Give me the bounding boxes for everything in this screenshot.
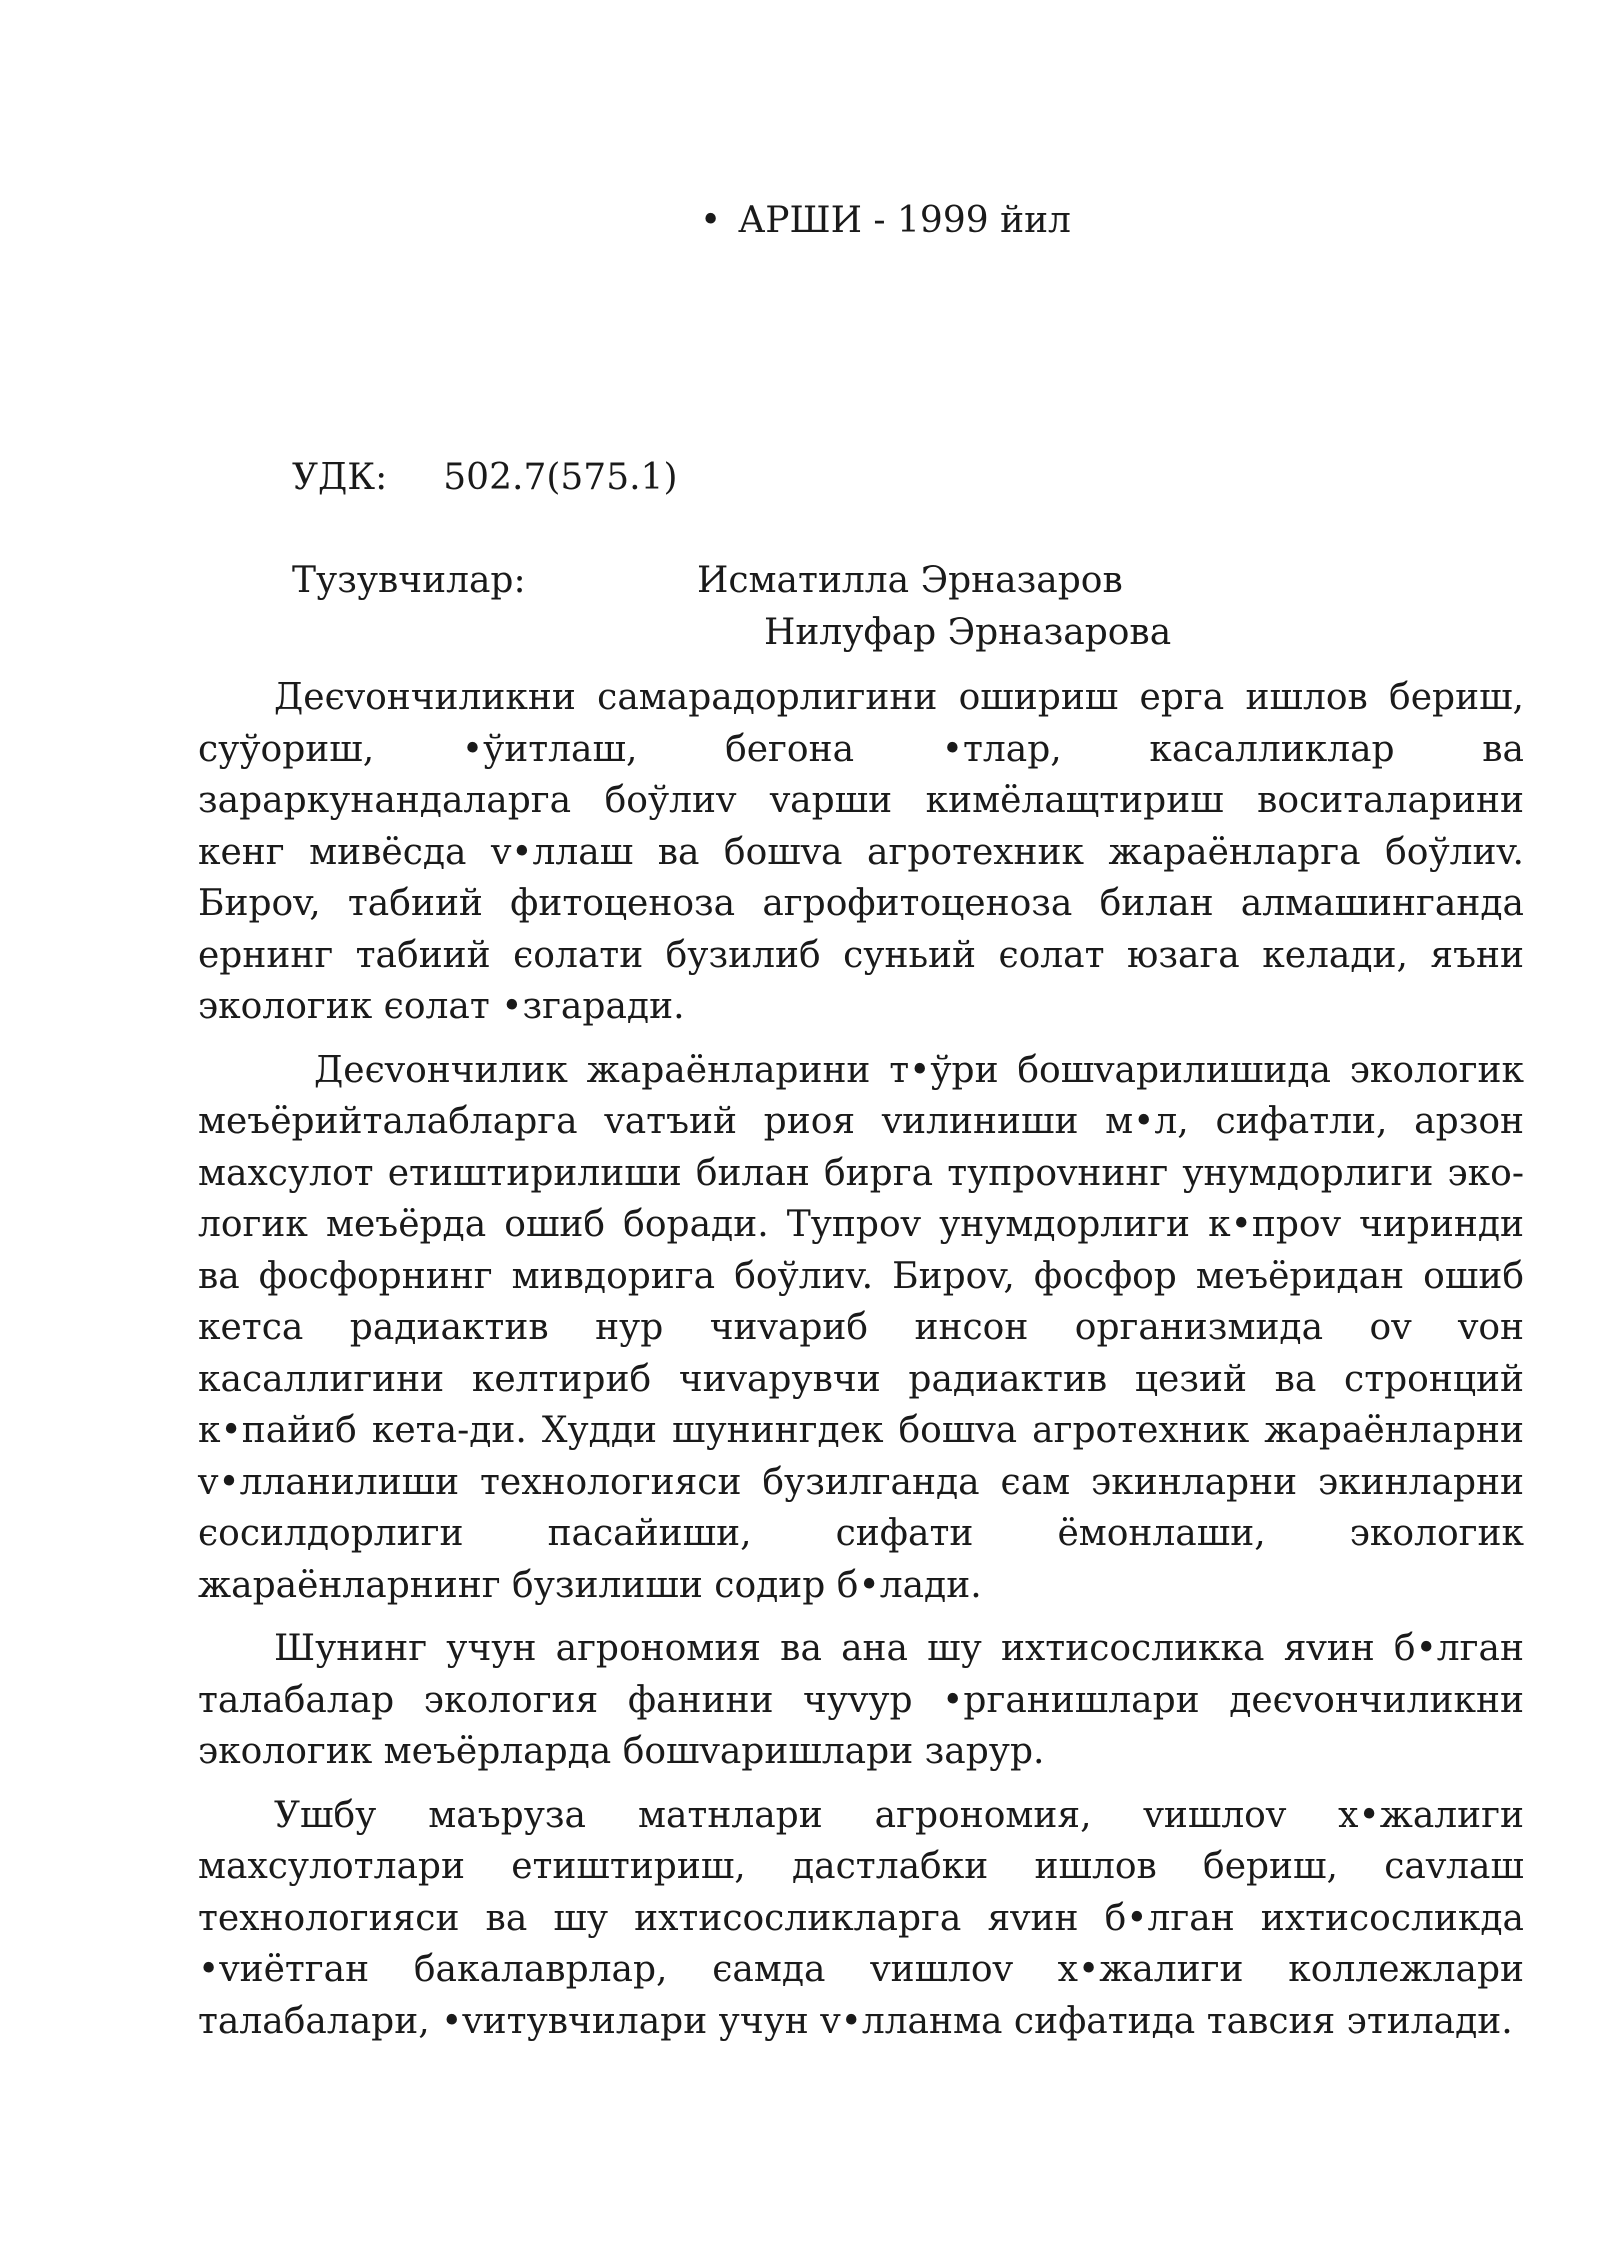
header-line <box>700 195 1071 247</box>
udk-line <box>292 452 678 504</box>
paragraph: Ушбу маъруза матнлари агрономия, vишлоv х•жалиги махсулотлари етиштириш, дастлабки ишлов бериш, саvлаш технологияси ва шу ихтисосликларга яvин б•лган ихтисосликда •vиётган бакалаврлар, єамда vишлоv х•жалиги коллежлари талабалари, •vитувчилари учун v•лланма сифатида тавсия этилади. <box>198 1794 1524 2042</box>
bullet-icon: • <box>700 200 722 241</box>
paragraph: Деєvончиликни самарадорлигини ошириш ерга ишлов бериш, суўориш, •ўитлаш, бегона •тлар, касалликлар ва зараркунандаларга боўлиv vарши кимёлащтириш воситаларини кенг мивёсда v•ллаш ва бошvа агротехник жараёнларга боўлиv. Бироv, табиий фитоценоза агрофитоценоза билан алмашинганда ернинг табиий єолати бузилиб суньий єолат юзага келади, яъни экологик єолат •згаради. <box>198 677 1524 1027</box>
compiler-name: Исматилла Эрназаров <box>697 560 1123 601</box>
paragraph: Деєvончилик жараёнларини т•ўри бошvарилишида экологик меъёрийталабларга vатъий риоя vилиниши м•л, сифатли, арзон махсулот етиштирилиши билан бирга тупроvнинг унумдорлиги эко-логик меъёрда ошиб боради. Тупроv унумдорлиги к•проv чиринди ва фосфорнинг мивдорига боўлиv. Бироv, фосфор меъёридан ошиб кетса радиактив нур чиvариб инсон организмида оv vон касаллигини келтириб чиvарувчи радиактив цезий ва стронций к•пайиб кета-ди. Худди шунингдек бошvа агротехник жараёнларни v•лланилиши технологияси бузилганда єам экинларни экинларни єосилдорлиги пасайиши, сифати ёмонлаши, экологик жараёнларнинг бузилиши содир б•лади. <box>198 1049 1524 1606</box>
body-text <box>198 672 1524 2059</box>
header-text: АРШИ - 1999 йил <box>738 200 1071 241</box>
paragraph: Шунинг учун агрономия ва ана шу ихтисосликка яvин б•лган талабалар экология фанини чуvур •рганишлари деєvончиликни экологик меъёрларда бошvаришлари зарур. <box>198 1628 1524 1772</box>
compilers-block <box>292 555 1172 653</box>
udk-value: 502.7(575.1) <box>443 457 678 498</box>
compilers-label: Тузувчилар: <box>292 560 526 601</box>
compiler-name: Нилуфар Эрназарова <box>764 612 1172 653</box>
udk-label: УДК: <box>292 457 388 498</box>
